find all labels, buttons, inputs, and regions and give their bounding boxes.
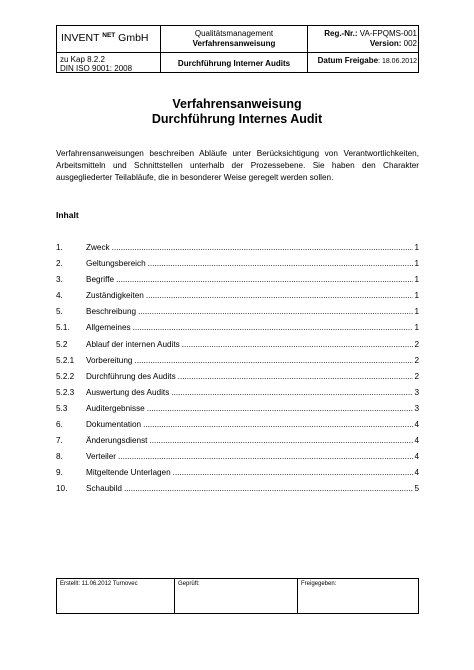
toc-leader-dots bbox=[147, 401, 414, 417]
toc-entry-number: 8. bbox=[56, 452, 63, 462]
version-value: 002 bbox=[403, 39, 417, 48]
toc-entry-title: Auswertung des Audits bbox=[86, 387, 170, 397]
toc-leader-dots bbox=[133, 320, 414, 336]
release-value: : 18.06.2012 bbox=[378, 58, 417, 65]
toc-entry-title: Verteiler bbox=[86, 452, 117, 462]
toc-entry-title: Begriffe bbox=[86, 275, 115, 285]
toc-entry-title: Änderungsdienst bbox=[86, 436, 148, 446]
category-label: Qualitätsmanagement bbox=[194, 29, 274, 38]
toc-entry-page: 1 bbox=[414, 243, 419, 252]
toc-entry-title: Zweck bbox=[86, 243, 110, 252]
toc-entry-title: Mitgeltende Unterlagen bbox=[86, 468, 171, 478]
kap-line: zu Kap 8.2.2 bbox=[60, 55, 105, 64]
toc-entry[interactable] bbox=[56, 385, 419, 401]
toc-entry-number: 3. bbox=[56, 275, 63, 285]
toc-entry[interactable] bbox=[56, 433, 419, 449]
toc-entry[interactable] bbox=[56, 256, 419, 272]
toc-entry[interactable] bbox=[56, 353, 419, 369]
toc-entry-page: 4 bbox=[414, 468, 419, 478]
standard-reference bbox=[60, 55, 132, 73]
toc-entry-number: 6. bbox=[56, 420, 63, 430]
toc-entry-number: 5.3 bbox=[56, 403, 68, 413]
reg-value: VA-FPQMS-001 bbox=[359, 29, 417, 38]
toc-entry-title: Ablauf der internen Audits bbox=[86, 339, 180, 349]
toc-entry-page: 4 bbox=[414, 436, 419, 446]
toc-leader-dots bbox=[149, 433, 413, 449]
toc-leader-dots bbox=[171, 385, 413, 401]
toc-entry-title: Durchführung des Audits bbox=[86, 371, 176, 381]
toc-entry-page: 4 bbox=[414, 452, 419, 462]
footer-divider bbox=[297, 579, 298, 613]
toc-entry-title: Zuständigkeiten bbox=[86, 291, 144, 301]
toc-entry[interactable] bbox=[56, 272, 419, 288]
toc-leader-dots bbox=[143, 417, 413, 433]
toc-entry-title: Beschreibung bbox=[86, 307, 137, 317]
toc-entry-number: 10. bbox=[56, 484, 68, 494]
toc-entry-number: 5.2 bbox=[56, 339, 68, 349]
checked-by: Geprüft: bbox=[178, 581, 200, 587]
document-subject: Durchführung Interner Audits bbox=[177, 59, 291, 68]
toc-leader-dots bbox=[118, 449, 413, 465]
toc-entry-page: 1 bbox=[414, 291, 419, 301]
toc-entry[interactable] bbox=[56, 369, 419, 385]
document-header bbox=[56, 25, 419, 73]
toc-entry-page: 1 bbox=[414, 307, 419, 317]
toc-entry-page: 2 bbox=[414, 355, 419, 365]
toc-leader-dots bbox=[178, 369, 414, 385]
document-footer bbox=[56, 578, 419, 614]
toc-entry-page: 4 bbox=[414, 420, 419, 430]
toc-entry-number: 1. bbox=[56, 243, 63, 252]
toc-leader-dots bbox=[146, 288, 414, 304]
toc-entry-title: Allgemeines bbox=[86, 323, 131, 333]
toc-entry-number: 2. bbox=[56, 259, 63, 269]
toc-leader-dots bbox=[148, 256, 414, 272]
doc-type-label: Verfahrensanweisung bbox=[192, 39, 276, 48]
release-label: Datum Freigabe bbox=[317, 56, 379, 65]
toc-entry[interactable] bbox=[56, 417, 419, 433]
created-by: Erstellt: 11.06.2012 Turnovec bbox=[60, 581, 138, 587]
toc-entry-title: Vorbereitung bbox=[86, 355, 133, 365]
toc-entry-number: 7. bbox=[56, 436, 63, 446]
toc-entry-page: 1 bbox=[414, 259, 419, 269]
toc-entry-number: 5. bbox=[56, 307, 63, 317]
toc-leader-dots bbox=[112, 240, 414, 256]
toc-entry-page: 3 bbox=[414, 403, 419, 413]
document-title bbox=[0, 97, 474, 126]
toc-entry[interactable] bbox=[56, 481, 419, 497]
toc-entry-title: Dokumentation bbox=[86, 420, 142, 430]
toc-entry-page: 1 bbox=[414, 323, 419, 333]
intro-paragraph: Verfahrensanweisungen beschreiben Abläufe unter Berücksichtigung von Verantwortlichkeiten, Arbeitsmitteln und Schnittstellen unterhalb der Prozessebene. Sie haben den Charakter ausgegliederter Teilabläufe, die in besonderer Weise geregelt werden sollen. bbox=[56, 149, 419, 182]
toc-entry-page: 2 bbox=[414, 371, 419, 381]
registration-info bbox=[308, 29, 417, 49]
toc-entry-number: 5.2.2 bbox=[56, 371, 75, 381]
version-label: Version: bbox=[369, 39, 402, 48]
title-line-1: Verfahrensanweisung bbox=[172, 97, 302, 111]
footer-divider bbox=[174, 579, 175, 613]
toc-leader-dots bbox=[124, 481, 413, 497]
company-name: INVENT $^{NET}$ GmbH bbox=[61, 32, 149, 44]
toc-entry[interactable] bbox=[56, 240, 419, 256]
toc-entry-title: Geltungsbereich bbox=[86, 259, 146, 269]
toc-entry-page: 5 bbox=[414, 484, 419, 494]
toc-entry[interactable] bbox=[56, 288, 419, 304]
approved-by: Freigegeben: bbox=[301, 581, 337, 587]
din-line: DIN ISO 9001: 2008 bbox=[60, 64, 133, 73]
toc-entry[interactable] bbox=[56, 449, 419, 465]
toc-leader-dots bbox=[173, 465, 414, 481]
toc-entry-title: Schaubild bbox=[86, 484, 122, 494]
toc-entry[interactable] bbox=[56, 320, 419, 336]
toc-entry-number: 9. bbox=[56, 468, 63, 478]
toc-entry-number: 4. bbox=[56, 291, 63, 301]
release-date bbox=[308, 56, 417, 65]
toc-entry-number: 5.2.1 bbox=[56, 355, 75, 365]
header-divider bbox=[57, 52, 418, 53]
toc-leader-dots bbox=[116, 272, 413, 288]
title-line-2: Durchführung Internes Audit bbox=[151, 111, 323, 126]
toc-entry-page: 1 bbox=[414, 275, 419, 285]
toc-entry[interactable] bbox=[56, 337, 419, 353]
toc-entry-title: Auditergebnisse bbox=[86, 403, 145, 413]
toc-entry[interactable] bbox=[56, 401, 419, 417]
toc-leader-dots bbox=[182, 337, 414, 353]
document-category bbox=[161, 29, 307, 49]
toc-entry-page: 3 bbox=[414, 387, 419, 397]
toc-entry-page: 2 bbox=[414, 339, 419, 349]
toc-entry[interactable] bbox=[56, 304, 419, 320]
reg-label: Reg.-Nr.: bbox=[324, 29, 358, 38]
toc-entry-number: 5.1. bbox=[56, 323, 70, 333]
toc-heading: Inhalt bbox=[56, 210, 79, 220]
toc-leader-dots bbox=[138, 304, 413, 320]
toc-leader-dots bbox=[134, 353, 413, 369]
toc-entry-number: 5.2.3 bbox=[56, 387, 75, 397]
toc-entry[interactable] bbox=[56, 465, 419, 481]
table-of-contents bbox=[56, 240, 419, 498]
